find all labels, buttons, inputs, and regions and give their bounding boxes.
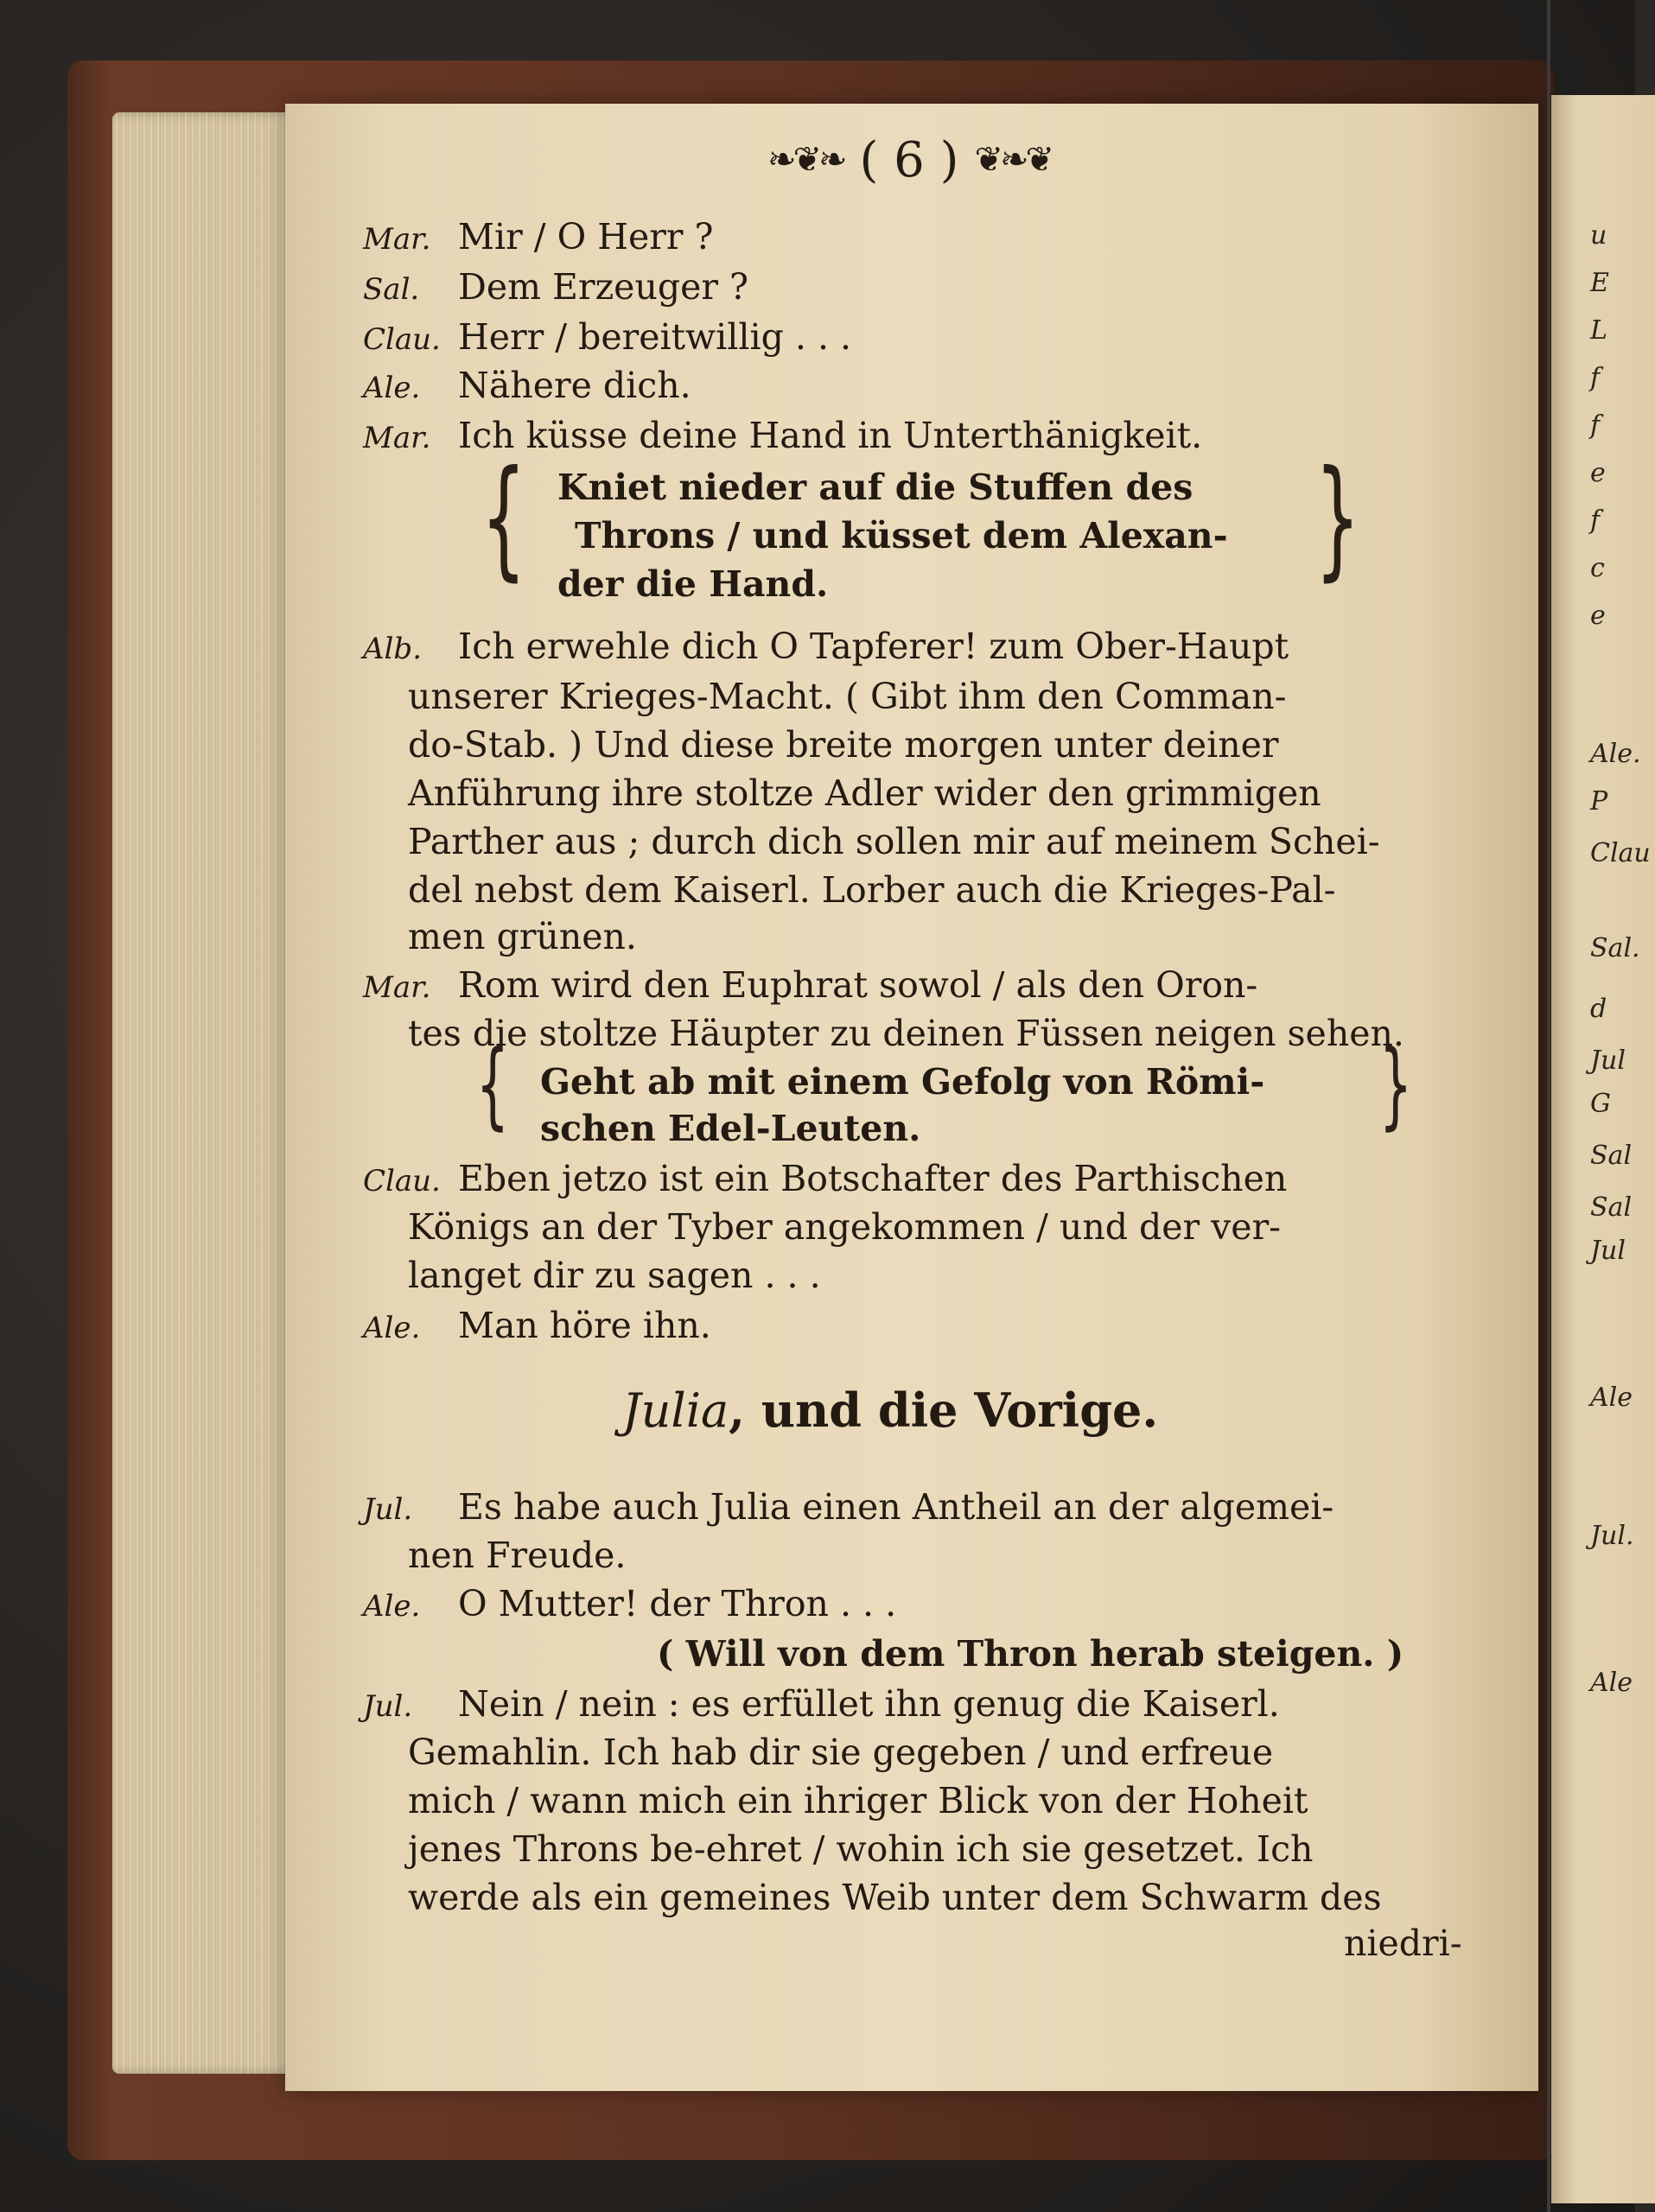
speech-text: Ich erwehle dich O Tapferer! zum Ober-Haupt xyxy=(458,626,1289,667)
speaker-label: Mar. xyxy=(363,222,431,257)
speech-line xyxy=(363,1681,1280,1726)
speaker-label: Jul. xyxy=(363,1689,413,1724)
stage-direction: Throns / und küsset dem Alexan- xyxy=(575,515,1228,556)
facing-fragment: c xyxy=(1590,553,1605,583)
speech-text: Mir / O Herr ? xyxy=(458,216,714,257)
facing-fragment: L xyxy=(1590,315,1607,346)
speech-line xyxy=(363,624,1289,669)
speaker-label: Clau. xyxy=(363,1164,441,1198)
speech-text: Es habe auch Julia einen Antheil an der algemei- xyxy=(458,1486,1334,1528)
speech-line: nen Freude. xyxy=(408,1535,627,1576)
speech-text: Eben jetzo ist ein Botschafter des Parthischen xyxy=(458,1158,1288,1199)
facing-fragment: f xyxy=(1590,363,1601,393)
speech-text: Dem Erzeuger ? xyxy=(458,266,748,308)
facing-fragment: f xyxy=(1590,505,1601,536)
facing-fragment: Jul xyxy=(1590,1046,1626,1076)
facing-fragment: Jul. xyxy=(1590,1521,1634,1551)
speech-line xyxy=(363,363,691,408)
speech-text: Man höre ihn. xyxy=(458,1305,711,1346)
speaker-label: Mar. xyxy=(363,421,431,455)
speech-line: Königs an der Tyber angekommen / und der ver- xyxy=(408,1206,1282,1248)
speech-line: jenes Throns be-ehret / wohin ich sie gesetzet. Ich xyxy=(408,1828,1314,1870)
facing-fragment: Jul xyxy=(1590,1236,1626,1266)
speaker-label: Ale. xyxy=(363,1589,421,1624)
stage-direction: der die Hand. xyxy=(557,563,829,605)
facing-fragment: G xyxy=(1590,1089,1611,1119)
speaker-label: Jul. xyxy=(363,1492,413,1527)
speaker-label: Alb. xyxy=(363,632,422,666)
speech-line xyxy=(363,963,1257,1007)
right-brace-icon: } xyxy=(1378,1029,1413,1140)
facing-fragment: Sal xyxy=(1590,1192,1633,1223)
facing-fragment: Sal. xyxy=(1590,933,1640,963)
left-brace-icon: { xyxy=(475,1029,510,1140)
speech-line: Parther aus ; durch dich sollen mir auf meinem Schei- xyxy=(408,821,1380,862)
speech-line: unserer Krieges-Macht. ( Gibt ihm den Comman- xyxy=(408,676,1287,717)
scan-rule xyxy=(1547,0,1550,2212)
facing-fragment: P xyxy=(1590,786,1608,817)
scene-character: Julia xyxy=(622,1383,729,1438)
speech-line xyxy=(363,1156,1287,1201)
facing-fragment: e xyxy=(1590,601,1606,631)
page-number: ( 6 ) xyxy=(859,131,959,188)
speech-line xyxy=(363,214,713,259)
stage-direction: Geht ab mit einem Gefolg von Römi- xyxy=(540,1061,1265,1103)
speech-line: werde als ein gemeines Weib unter dem Schwarm des xyxy=(408,1877,1382,1918)
speech-line xyxy=(363,1484,1334,1529)
speech-text: Nähere dich. xyxy=(458,365,691,406)
speech-line xyxy=(363,264,748,309)
facing-fragment: e xyxy=(1590,458,1606,488)
speech-line: tes die stoltze Häupter zu deinen Füssen neigen sehen. xyxy=(408,1013,1404,1054)
speech-line: Gemahlin. Ich hab dir sie gegeben / und erfreue xyxy=(408,1732,1274,1773)
facing-fragment: Ale xyxy=(1590,1382,1633,1413)
speech-line xyxy=(363,1581,896,1626)
page-header xyxy=(702,130,1117,190)
stage-direction: Kniet nieder auf die Stuffen des xyxy=(557,467,1194,508)
speech-line xyxy=(363,315,851,359)
facing-fragment: u xyxy=(1590,220,1607,251)
facing-fragment: d xyxy=(1590,994,1607,1024)
scene-heading xyxy=(622,1382,1158,1438)
speech-line: del nebst dem Kaiserl. Lorber auch die Krieges-Pal- xyxy=(408,869,1336,911)
right-brace-icon: } xyxy=(1314,443,1360,594)
speech-line: mich / wann mich ein ihriger Blick von der Hoheit xyxy=(408,1780,1308,1821)
speech-text: Herr / bereitwillig . . . xyxy=(458,316,852,358)
facing-fragment: Sal xyxy=(1590,1141,1633,1171)
speech-text: O Mutter! der Thron . . . xyxy=(458,1583,897,1624)
page-edges xyxy=(112,112,311,2074)
speaker-label: Sal. xyxy=(363,272,420,307)
facing-fragment: Ale xyxy=(1590,1668,1633,1698)
speech-line: Anführung ihre stoltze Adler wider den grimmigen xyxy=(408,772,1321,814)
catchword: niedri- xyxy=(1344,1923,1462,1964)
speech-text: Rom wird den Euphrat sowol / als den Oron- xyxy=(458,964,1258,1006)
speech-line xyxy=(363,1303,711,1348)
stage-direction: ( Will von dem Thron herab steigen. ) xyxy=(657,1633,1404,1675)
speech-text: Nein / nein : es erfüllet ihn genug die Kaiserl. xyxy=(458,1683,1280,1725)
left-brace-icon: { xyxy=(481,443,526,594)
speaker-label: Mar. xyxy=(363,970,431,1005)
speech-line: men grünen. xyxy=(408,916,637,957)
facing-fragment: E xyxy=(1590,268,1609,298)
speaker-label: Clau. xyxy=(363,322,441,357)
ornament-right-icon: ❦❧❦ xyxy=(974,140,1052,180)
speaker-label: Ale. xyxy=(363,1311,421,1345)
speaker-label: Ale. xyxy=(363,371,421,405)
speech-text: Ich küsse deine Hand in Unterthänigkeit. xyxy=(458,415,1203,456)
speech-line: langet dir zu sagen . . . xyxy=(408,1255,821,1296)
facing-fragment: Clau xyxy=(1590,838,1651,868)
stage-direction: schen Edel-Leuten. xyxy=(540,1108,921,1149)
scene-rest: , und die Vorige. xyxy=(729,1382,1159,1438)
speech-line: do-Stab. ) Und diese breite morgen unter deiner xyxy=(408,724,1279,766)
facing-fragment: Ale. xyxy=(1590,739,1641,769)
facing-fragment: f xyxy=(1590,410,1601,441)
ornament-left-icon: ❧❦❧ xyxy=(767,140,844,180)
